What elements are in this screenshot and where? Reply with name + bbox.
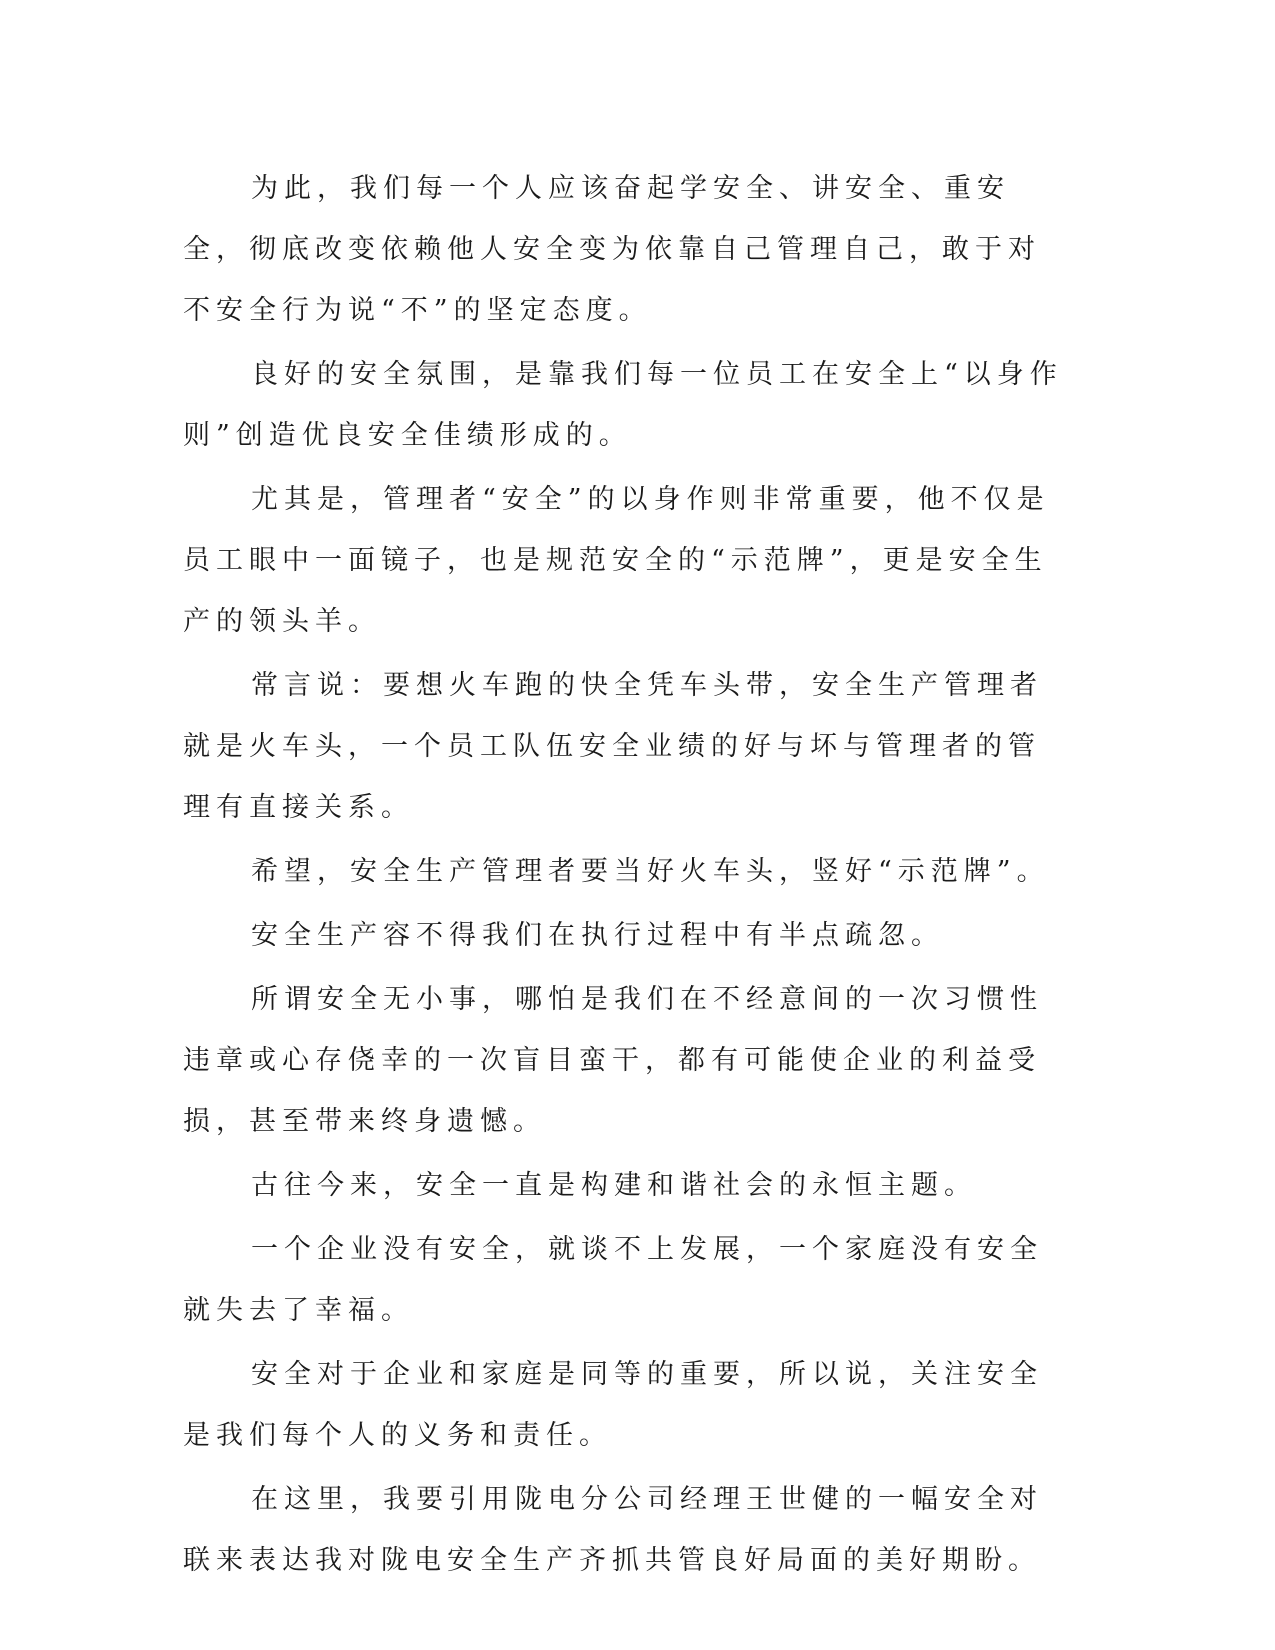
paragraph: 在这里，我要引用陇电分公司经理王世健的一幅安全对联来表达我对陇电安全生产齐抓共管良好局面的美好期盼。 (183, 1484, 1043, 1576)
paragraph: 良好的安全氛围，是靠我们每一位员工在安全上“以身作则”创造优良安全佳绩形成的。 (183, 359, 1063, 451)
paragraph: 所谓安全无小事，哪怕是我们在不经意间的一次习惯性违章或心存侥幸的一次盲目蛮干，都有可能使企业的利益受损，甚至带来终身遗憾。 (183, 984, 1043, 1137)
paragraph: 一个企业没有安全，就谈不上发展，一个家庭没有安全就失去了幸福。 (183, 1234, 1043, 1326)
paragraph: 为此，我们每一个人应该奋起学安全、讲安全、重安全，彻底改变依赖他人安全变为依靠自己管理自己，敢于对不安全行为说“不”的坚定态度。 (183, 173, 1041, 326)
paragraph: 尤其是，管理者“安全”的以身作则非常重要，他不仅是员工眼中一面镜子，也是规范安全的“示范牌”，更是安全生产的领头羊。 (183, 484, 1050, 637)
paragraph: 希望，安全生产管理者要当好火车头，竖好“示范牌”。 (251, 856, 1050, 887)
paragraph: 安全生产容不得我们在执行过程中有半点疏忽。 (251, 920, 944, 951)
paragraph: 常言说：要想火车跑的快全凭车头带，安全生产管理者就是火车头，一个员工队伍安全业绩的好与坏与管理者的管理有直接关系。 (183, 670, 1043, 823)
paragraph: 古往今来，安全一直是构建和谐社会的永恒主题。 (251, 1170, 977, 1201)
paragraph: 安全对于企业和家庭是同等的重要，所以说，关注安全是我们每个人的义务和责任。 (183, 1359, 1043, 1451)
document-body (183, 158, 1063, 1594)
